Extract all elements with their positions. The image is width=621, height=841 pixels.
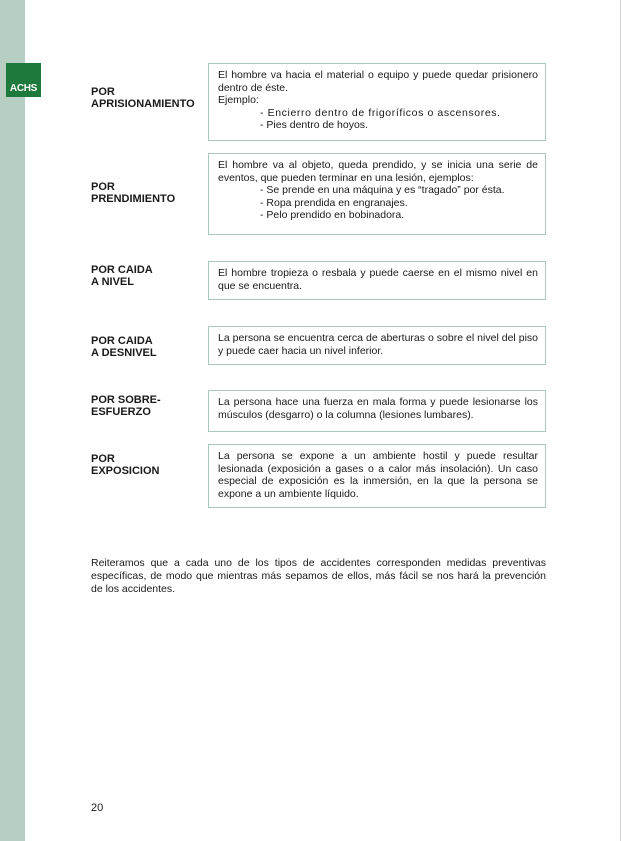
description-text: La persona se expone a un ambiente hostil y puede resultar lesionada (exposición a gases o a calor más insolación). Un caso especial de exposición es la inmersión, en la que la persona se expone a un ambiente líquido. [218, 450, 538, 500]
label-line: POR [91, 86, 115, 98]
label-line: A DESNIVEL [91, 347, 157, 359]
example-item: - Encierro dentro de frigoríficos o ascensores. [260, 106, 501, 119]
label-line: PRENDIMIENTO [91, 193, 176, 205]
label-line: APRISIONAMIENTO [91, 98, 195, 110]
description-box-caida-nivel [208, 261, 546, 300]
achs-logo: ACHS [6, 63, 41, 97]
example-intro: Ejemplo: [218, 94, 259, 107]
page-number: 20 [91, 802, 104, 814]
label-line: POR CAIDA [91, 264, 153, 276]
label-line: POR CAIDA [91, 335, 153, 347]
example-item: - Se prende en una máquina y es “tragado” por ésta. [260, 184, 505, 197]
section-label-aprisionamiento [91, 86, 209, 110]
description-text: La persona se encuentra cerca de aberturas o sobre el nivel del piso y puede caer hacia un nivel inferior. [218, 332, 538, 357]
label-line: EXPOSICION [91, 465, 160, 477]
label-line: A NIVEL [91, 276, 134, 288]
section-label-sobreesfuerzo [91, 394, 209, 418]
description-text: El hombre tropieza o resbala y puede caerse en el mismo nivel en que se encuentra. [218, 267, 538, 292]
closing-paragraph: Reiteramos que a cada uno de los tipos de accidentes corresponden medidas preventivas específicas, de modo que mientras más sepamos de ellos, más fácil se nos hará la prevención de los accidentes. [91, 557, 546, 595]
description-text: El hombre va hacia el material o equipo y puede quedar prisionero dentro de éste. [218, 69, 538, 94]
left-margin-band [0, 0, 25, 841]
description-box-sobreesfuerzo [208, 390, 546, 432]
example-item: - Ropa prendida en engranajes. [260, 196, 408, 209]
description-box-caida-desnivel [208, 326, 546, 365]
label-line: ESFUERZO [91, 406, 151, 418]
section-label-caida-nivel [91, 264, 209, 288]
label-line: POR SOBRE- [91, 394, 161, 406]
label-line: POR [91, 181, 115, 193]
description-box-prendimiento [208, 153, 546, 235]
example-item: - Pies dentro de hoyos. [260, 119, 368, 132]
description-box-aprisionamiento [208, 63, 546, 141]
section-label-caida-desnivel [91, 335, 209, 359]
description-text: El hombre va al objeto, queda prendido, y se inicia una serie de eventos, que pueden terminar en una lesión, ejemplos: [218, 159, 538, 184]
section-label-prendimiento [91, 181, 209, 205]
section-label-exposicion [91, 453, 209, 477]
description-text: La persona hace una fuerza en mala forma y puede lesionarse los músculos (desgarro) o la columna (lesiones lumbares). [218, 396, 538, 421]
description-box-exposicion [208, 444, 546, 508]
label-line: POR [91, 453, 115, 465]
example-item: - Pelo prendido en bobinadora. [260, 209, 405, 222]
